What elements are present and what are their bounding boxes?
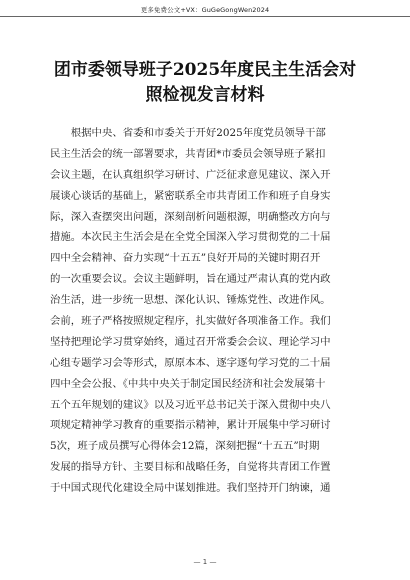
body-line: 心组专题学习会等形式，原原本本、逐字逐句学习党的二十届 (50, 356, 331, 369)
body-line: 展谈心谈话的基础上，紧密联系全市共青团工作和班子自身实 (50, 189, 331, 202)
body-line: 会议主题，在认真组织学习研讨、广泛征求意见建议、深入开 (50, 168, 331, 181)
header-note: 更多免费公文+VX：GuGeGongWen2024 (140, 6, 270, 14)
body-line: 5次，班子成员撰写心得体会12篇，深刻把握“十五五”时期 (50, 440, 320, 453)
body-line: 措施。本次民主生活会是在全党全国深入学习贯彻党的二十届 (50, 231, 331, 244)
body-text (50, 123, 360, 499)
body-line: 四中全会精神、奋力实现“十五五”良好开局的关键时期召开 (50, 252, 321, 265)
header-divider (0, 16, 410, 17)
title-line-2: 照检视发言材料 (145, 85, 265, 105)
body-line: 项规定精神学习教育的重要指示精神，累计开展集中学习研讨 (50, 419, 331, 432)
body-line: 于中国式现代化建设全局中谋划推进。我们坚持开门纳谏，通 (50, 482, 331, 495)
body-line: 的一次重要会议。会议主题鲜明，旨在通过严肃认真的党内政 (50, 273, 331, 286)
page-number: — 1 — (193, 558, 217, 566)
body-line: 发展的指导方针、主要目标和战略任务，自觉将共青团工作置 (50, 461, 331, 474)
body-line: 际，深入查摆突出问题，深刻剖析问题根源，明确整改方向与 (50, 210, 331, 223)
body-line: 五个五年规划的建议》以及习近平总书记关于深入贯彻中央八 (50, 398, 331, 411)
body-line: 民主生活会的统一部署要求，共青团*市委员会领导班子紧扣 (50, 147, 326, 160)
body-line: 坚持把理论学习贯穿始终，通过召开常委会会议、理论学习中 (50, 335, 331, 348)
title-line-1: 团市委领导班子2025年度民主生活会对 (53, 60, 357, 80)
body-line: 会前，班子严格按照规定程序，扎实做好各项准备工作。我们 (50, 315, 331, 328)
body-line: 根据中央、省委和市委关于开好2025年度党员领导干部 (50, 127, 326, 139)
body-line: 治生活，进一步统一思想、深化认识、锤炼党性、改进作风。 (50, 294, 331, 307)
body-line: 四中全会公报、《中共中央关于制定国民经济和社会发展第十 (50, 377, 326, 390)
document-title (48, 58, 362, 108)
